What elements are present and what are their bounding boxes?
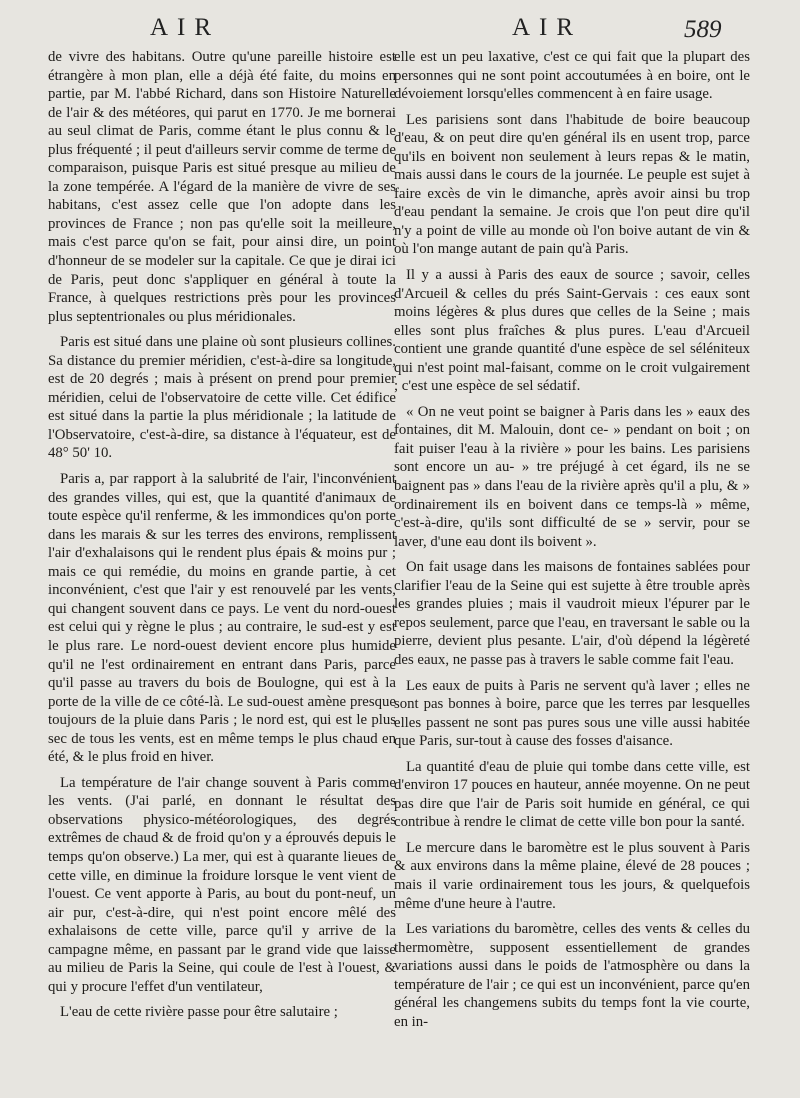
paragraph: On fait usage dans les maisons de fontaines sablées pour clarifier l'eau de la Seine qui est sujette à être trouble après les grandes pluies ; mais il vaudroit mieux l'épurer par le repos seulement, parce que l'eau, en traversant le sable ou la pierre, devient plus pesante. L'air, d'où dépend la légèreté des eaux, ne passe pas à travers le sable comme fait l'eau. [394,559,750,668]
right-running-title: AIR [512,14,583,41]
paragraph: de vivre des habitans. Outre qu'une pareille histoire est étrangère à mon plan, elle a déjà été faite, du moins en partie, par M. l'abbé Richard, dans son Histoire Naturelle de l'air & des météores, qui parut en 1770. Je me bornerai au seul climat de Paris, comme étant le plus connu & le plus fréquenté ; il peut d'ailleurs servir comme de terme de comparaison, puisque Paris est situé presque au milieu de la zone tempérée. A l'égard de la manière de vivre de ses habitans, c'est assez celle que l'on adopte dans les provinces de France ; non pas qu'elle soit la meilleure, mais c'est parce qu'on se fait, pour ainsi dire, un point d'honneur de se modeler sur la capitale. Ce que je dirai ici de Paris, peut donc s'appliquer en général à toute la France, à quelques restrictions près pour les provinces plus septentrionales ou plus méridionales. [48,49,396,325]
left-running-title: AIR [150,14,221,41]
quotation: « On ne veut point se baigner à Paris dans les » eaux des fontaines, dit M. Malouin, dont ce- » pendant on boit ; on fait puiser l'eau à la rivière » pour les bains. Les parisiens sont encore un au- » tre préjugé à cet égard, ils ne se baignent pas » dans l'eau de la rivière après qu'il a plu, & » ordinairement ils en boivent dans ce temps-là » même, c'est-à-dire, qu'ils sont difficulté de se » servir, pour se laver, d'une eau dont ils boivent ». [394,403,750,550]
paragraph: L'eau de cette rivière passe pour être salutaire ; [60,1004,338,1021]
paragraph: Les variations du baromètre, celles des vents & celles du thermomètre, supposent essentiellement de grandes variations aussi dans le poids de l'atmosphère ou dans la température de l'air ; ce qui est un inconvénient, parce qu'en général les changemens subits du temps font la vie courte, en in- [394,921,750,1030]
left-column [48,48,396,1029]
paragraph: La température de l'air change souvent à Paris comme les vents. (J'ai parlé, en donnant le résultat des observations physico-météorologiques, des degrés extrêmes de chaud & de froid qu'on y a éprouvés depuis le temps qu'on observe.) La mer, qui est à quarante lieues de cette ville, en diminue la froidure lorsque le vent vient de l'ouest. Ce vent apporte à Paris, au bout du pont-neuf, un air pur, c'est-à-dire, qui n'est point encore mêlé des exhalaisons de cette ville, parce qu'il y arrive de la campagne même, en passant par le grand vide que laisse au milieu de Paris la Seine, qui coule de l'est à l'ouest, & qui y procure l'effet d'un ventilateur, [48,774,396,995]
paragraph: Il y a aussi à Paris des eaux de source ; savoir, celles d'Arcueil & celles du prés Saint-Gervais : ces eaux sont moins légères & plus dures que celles de la Seine ; mais elles sont plus fraîches & plus pures. L'eau d'Arcueil contient une grande quantité d'une espèce de sel séléniteux qui n'est point mal-faisant, comme on le croit vulgairement ; c'est une espèce de sel sédatif. [394,267,750,395]
paragraph: Les parisiens sont dans l'habitude de boire beaucoup d'eau, & on peut dire qu'en général ils en usent trop, parce qu'ils en boivent non seulement à leurs repas & le matin, mais aussi dans le cours de la journée. Le peuple est sujet à faire excès de vin le dimanche, après avoir ainsi bu trop d'eau pendant la semaine. Je crois que l'on peut dire qu'il n'y a point de ville au monde où l'on boive autant de vin & où l'on mange autant de pain qu'à Paris. [394,111,750,258]
paragraph: La quantité d'eau de pluie qui tombe dans cette ville, est d'environ 17 pouces en hauteur, année moyenne. On ne peut pas dire que l'air de Paris soit humide en général, ce qui contribue à rendre le climat de cette ville bon pour la santé. [394,758,750,831]
running-header [0,14,800,44]
paragraph: Le mercure dans le baromètre est le plus souvent à Paris & aux environs dans la même plaine, élevé de 28 pouces ; mais il varie ordinairement tous les jours, & quelquefois même d'une heure à l'autre. [394,839,750,912]
right-column [394,48,750,1038]
page-number: 589 [684,16,722,43]
paragraph: Les eaux de puits à Paris ne servent qu'à laver ; elles ne sont pas bonnes à boire, parce que les terres par lesquelles elles passent ne sont pas pures sous une ville aussi habitée que Paris, sur-tout à cause des fosses d'aisance. [394,677,750,750]
paragraph: elle est un peu laxative, c'est ce qui fait que la plupart des personnes qui ne sont point accoutumées à en boire, ont le dévoiement lorsqu'elles commencent à en faire usage. [394,49,750,103]
paragraph: Paris a, par rapport à la salubrité de l'air, l'inconvénient des grandes villes, qui est, que la quantité d'animaux de toute espèce qu'il renferme, & les immondices qu'on porte dans les marais & sur les terres des environs, remplissent l'air d'exhalaisons qui le rendent plus épais & moins pur ; mais ce qui remédie, du moins en grande partie, à cet inconvénient, c'est que l'air y est renouvelé par les vents, qui changent souvent dans ce pays. Le vent du nord-ouest est celui qui y règne le plus ; au contraire, le sud-est y est le plus rare. Le nord-ouest devient encore plus humide qu'il ne l'est ordinairement en entrant dans Paris, parce qu'il passe au travers du bois de Boulogne, qui est à la porte de la ville de ce côté-là. Le sud-ouest amène presque toujours de la pluie dans Paris ; le nord est, qui est le plus sec de tous les vents, est en même temps le plus chaud en été, & le plus froid en hiver. [48,471,396,766]
paragraph: Paris est situé dans une plaine où sont plusieurs collines. Sa distance du premier méridien, c'est-à-dire sa longitude, est de 20 degrés ; mais à présent on prend pour premier méridien, celui de l'observatoire de cette ville. Cet édifice est situé dans la partie la plus méridionale ; la latitude de l'Observatoire, c'est-à-dire, sa distance à l'équateur, est de 48° 50' 10. [48,334,396,462]
